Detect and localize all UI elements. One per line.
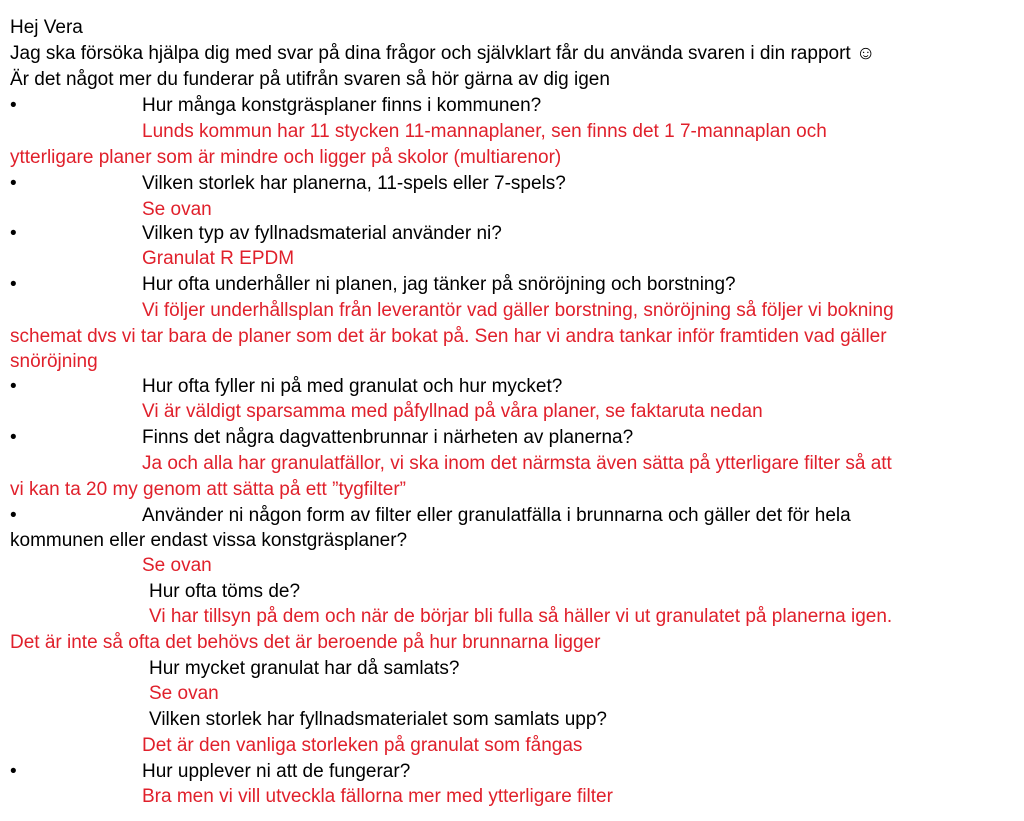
question-10: Vilken storlek har fyllnadsmaterialet som samlats upp? (149, 709, 607, 730)
bullet: • (10, 95, 17, 116)
answer-8-line-1: Vi har tillsyn på dem och när de börjar bli fulla så häller vi ut granulatet på planerna igen. (149, 606, 893, 627)
question-11: Hur upplever ni att de fungerar? (142, 761, 411, 782)
answer-4-line-1: Vi följer underhållsplan från leverantör vad gäller borstning, snöröjning så följer vi bokning (142, 300, 894, 321)
bullet: • (10, 223, 17, 244)
answer-1-line-1: Lunds kommun har 11 stycken 11-mannaplaner, sen finns det 1 7-mannaplan och (142, 121, 827, 142)
answer-7: Se ovan (142, 555, 212, 576)
question-9: Hur mycket granulat har då samlats? (149, 658, 460, 679)
bullet: • (10, 761, 17, 782)
bullet: • (10, 427, 17, 448)
bullet: • (10, 376, 17, 397)
answer-5: Vi är väldigt sparsamma med påfyllnad på våra planer, se faktaruta nedan (142, 401, 763, 422)
answer-3: Granulat R EPDM (142, 248, 295, 269)
question-3: Vilken typ av fyllnadsmaterial använder ni? (142, 223, 502, 244)
question-1: Hur många konstgräsplaner finns i kommunen? (142, 95, 542, 116)
answer-1-line-2: ytterligare planer som är mindre och ligger på skolor (multiarenor) (10, 147, 562, 168)
answer-4-line-2: schemat dvs vi tar bara de planer som det är bokat på. Sen har vi andra tankar inför framtiden vad gäller (10, 326, 887, 347)
answer-9: Se ovan (149, 683, 219, 704)
greeting: Hej Vera (10, 17, 83, 38)
intro-line-2: Är det något mer du funderar på utifrån svaren så hör gärna av dig igen (10, 69, 610, 90)
question-4: Hur ofta underhåller ni planen, jag tänker på snöröjning och borstning? (142, 274, 736, 295)
answer-4-line-3: snöröjning (10, 351, 98, 372)
question-7-line-1: Använder ni någon form av filter eller granulatfälla i brunnarna och gäller det för hela (142, 505, 851, 526)
question-6: Finns det några dagvattenbrunnar i närheten av planerna? (142, 427, 634, 448)
answer-10: Det är den vanliga storleken på granulat som fångas (142, 735, 583, 756)
question-2: Vilken storlek har planerna, 11-spels eller 7-spels? (142, 173, 566, 194)
answer-2: Se ovan (142, 199, 212, 220)
bullet: • (10, 274, 17, 295)
answer-8-line-2: Det är inte så ofta det behövs det är beroende på hur brunnarna ligger (10, 632, 601, 653)
answer-6-line-1: Ja och alla har granulatfällor, vi ska inom det närmsta även sätta på ytterligare filter så att (142, 453, 892, 474)
question-8: Hur ofta töms de? (149, 581, 301, 602)
question-5: Hur ofta fyller ni på med granulat och hur mycket? (142, 376, 563, 397)
question-7-line-2: kommunen eller endast vissa konstgräsplaner? (10, 530, 408, 551)
answer-6-line-2: vi kan ta 20 my genom att sätta på ett ”tygfilter” (10, 479, 407, 500)
bullet: • (10, 505, 17, 526)
bullet: • (10, 173, 17, 194)
intro-line-1: Jag ska försöka hjälpa dig med svar på dina frågor och självklart får du använda svaren i din rapport ☺ (10, 43, 876, 64)
answer-11: Bra men vi vill utveckla fällorna mer med ytterligare filter (142, 786, 613, 807)
